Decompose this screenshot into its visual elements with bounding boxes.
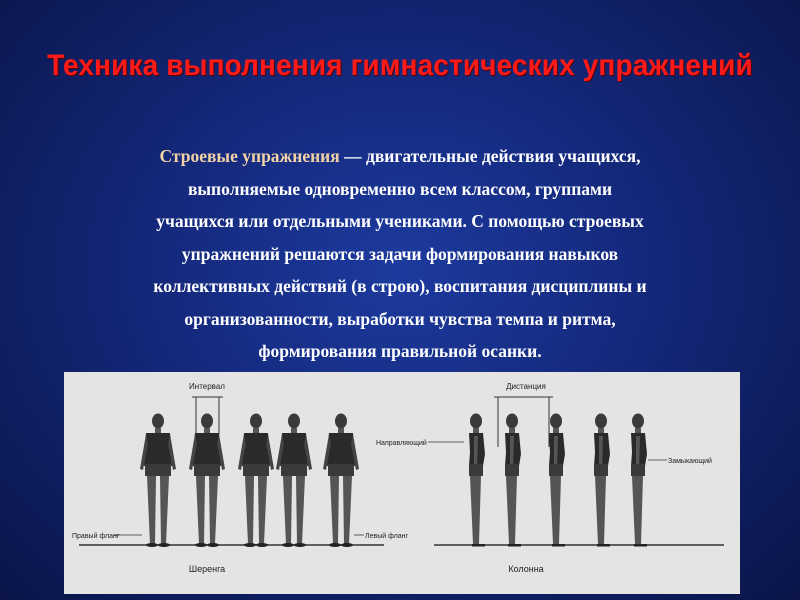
- gymnast-8: [549, 414, 565, 547]
- left-flank-label: Левый фланг: [365, 533, 409, 540]
- paragraph-line-3: учащихся или отдельными учениками. С помощью строевых: [156, 211, 644, 231]
- line-formation: [72, 382, 409, 574]
- gymnast-2: [189, 414, 225, 548]
- interval-label: Интервал: [189, 382, 225, 391]
- gymnast-9: [594, 414, 610, 547]
- paragraph-line-4: упражнений решаются задачи формирования навыков: [181, 243, 619, 264]
- definition-paragraph: [22, 140, 778, 368]
- gymnast-5: [323, 414, 359, 548]
- gymnast-4: [276, 414, 312, 548]
- term-drill-exercises: Строевые упражнения: [159, 146, 340, 166]
- leader-label: Направляющий: [376, 440, 427, 447]
- gymnast-6: [469, 414, 485, 547]
- paragraph-line-7: формирования правильной осанки.: [258, 341, 542, 361]
- paragraph-line-2: выполняемые одновременно всем классом, группами: [187, 178, 613, 199]
- right-flank-label: Правый фланг: [72, 533, 120, 540]
- gymnast-10: [631, 414, 647, 547]
- gymnast-1: [140, 414, 176, 548]
- column-formation: [376, 382, 724, 574]
- gymnast-3: [238, 414, 274, 548]
- formation-diagram: [64, 372, 740, 594]
- slide-title: Техника выполнения гимнастических упражнений: [47, 49, 753, 82]
- paragraph-line-5: коллективных действий (в строю), воспитания дисциплины и: [153, 276, 647, 296]
- line-label: Шеренга: [188, 564, 226, 574]
- closer-label: Замыкающий: [668, 458, 712, 465]
- formation-illustration: [64, 372, 740, 594]
- gymnast-7: [505, 414, 521, 547]
- paragraph-line-1: — двигательные действия учащихся,: [339, 146, 641, 166]
- column-label: Колонна: [508, 564, 544, 574]
- paragraph-line-6: организованности, выработки чувства темпа и ритма,: [184, 308, 616, 329]
- distance-label: Дистанция: [506, 382, 546, 391]
